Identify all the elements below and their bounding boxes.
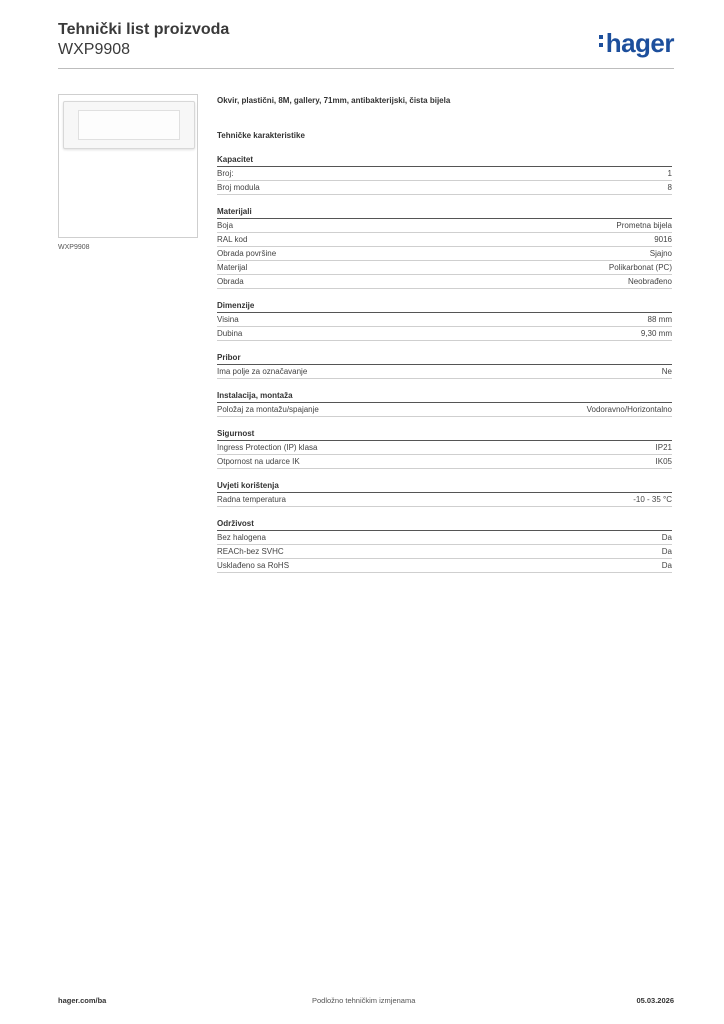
image-caption: WXP9908 (58, 244, 90, 251)
spec-section (217, 517, 672, 573)
spec-row (217, 365, 672, 379)
spec-section (217, 153, 672, 195)
spec-label: Radna temperatura (217, 495, 286, 504)
spec-value: Sjajno (649, 249, 672, 258)
spec-row (217, 247, 672, 261)
spec-value: 9016 (654, 235, 672, 244)
spec-value: Da (661, 547, 672, 556)
spec-row (217, 167, 672, 181)
hager-logo (599, 28, 674, 59)
spec-value: Polikarbonat (PC) (608, 263, 672, 272)
spec-label: Materijal (217, 263, 248, 272)
spec-section (217, 479, 672, 507)
product-image (58, 94, 198, 238)
section-title: Uvjeti korištenja (217, 479, 672, 493)
spec-row (217, 441, 672, 455)
spec-label: Dubina (217, 329, 243, 338)
spec-label: Položaj za montažu/spajanje (217, 405, 319, 414)
spec-row (217, 545, 672, 559)
spec-label: Obrada (217, 277, 244, 286)
product-code: WXP9908 (58, 41, 131, 58)
spec-section (217, 351, 672, 379)
section-title: Sigurnost (217, 427, 672, 441)
spec-value: Vodoravno/Horizontalno (586, 405, 672, 414)
section-title: Materijali (217, 205, 672, 219)
spec-label: Ingress Protection (IP) klasa (217, 443, 318, 452)
spec-row (217, 493, 672, 507)
spec-section (217, 299, 672, 341)
spec-label: Visina (217, 315, 239, 324)
spec-row (217, 181, 672, 195)
spec-label: Broj: (217, 169, 234, 178)
spec-content (217, 96, 672, 583)
logo-dots-icon (599, 35, 604, 51)
section-title: Održivost (217, 517, 672, 531)
spec-label: REACh-bez SVHC (217, 547, 284, 556)
spec-row (217, 531, 672, 545)
spec-section (217, 205, 672, 289)
spec-sections (217, 153, 672, 573)
spec-value: 1 (667, 169, 672, 178)
section-title: Instalacija, montaža (217, 389, 672, 403)
spec-row (217, 261, 672, 275)
spec-value: 8 (667, 183, 672, 192)
spec-value: Prometna bijela (616, 221, 672, 230)
spec-label: Ima polje za označavanje (217, 367, 308, 376)
spec-label: Broj modula (217, 183, 260, 192)
spec-section (217, 389, 672, 417)
spec-row (217, 403, 672, 417)
section-title: Dimenzije (217, 299, 672, 313)
spec-row (217, 275, 672, 289)
spec-section (217, 427, 672, 469)
spec-row (217, 327, 672, 341)
spec-value: -10 - 35 °C (633, 495, 672, 504)
footer-website-link[interactable]: hager.com/ba (58, 996, 107, 1005)
tech-characteristics-title: Tehničke karakteristike (217, 131, 305, 140)
spec-row (217, 313, 672, 327)
spec-label: Obrada površine (217, 249, 277, 258)
spec-label: Boja (217, 221, 234, 230)
spec-row (217, 559, 672, 573)
page-header (58, 20, 674, 60)
spec-value: IP21 (655, 443, 672, 452)
spec-label: Otpornost na udarce IK (217, 457, 300, 466)
footer-note: Podložno tehničkim izmjenama (312, 996, 416, 1005)
footer-date: 05.03.2026 (636, 996, 674, 1005)
document-title: Tehnički list proizvoda (58, 21, 230, 38)
frame-outer-shape (63, 101, 195, 149)
spec-value: Da (661, 533, 672, 542)
spec-value: Da (661, 561, 672, 570)
spec-row (217, 233, 672, 247)
product-description: Okvir, plastični, 8M, gallery, 71mm, antibakterijski, čista bijela (217, 96, 451, 105)
spec-row (217, 455, 672, 469)
section-title: Kapacitet (217, 153, 672, 167)
spec-label: Bez halogena (217, 533, 266, 542)
spec-label: Usklađeno sa RoHS (217, 561, 290, 570)
spec-value: IK05 (655, 457, 672, 466)
logo-text: hager (605, 28, 674, 58)
spec-value: Ne (661, 367, 672, 376)
spec-value: 88 mm (647, 315, 672, 324)
header-divider (58, 68, 674, 69)
spec-value: Neobrađeno (627, 277, 672, 286)
section-title: Pribor (217, 351, 672, 365)
spec-label: RAL kod (217, 235, 248, 244)
spec-row (217, 219, 672, 233)
spec-value: 9,30 mm (640, 329, 672, 338)
frame-inner-shape (78, 110, 180, 140)
